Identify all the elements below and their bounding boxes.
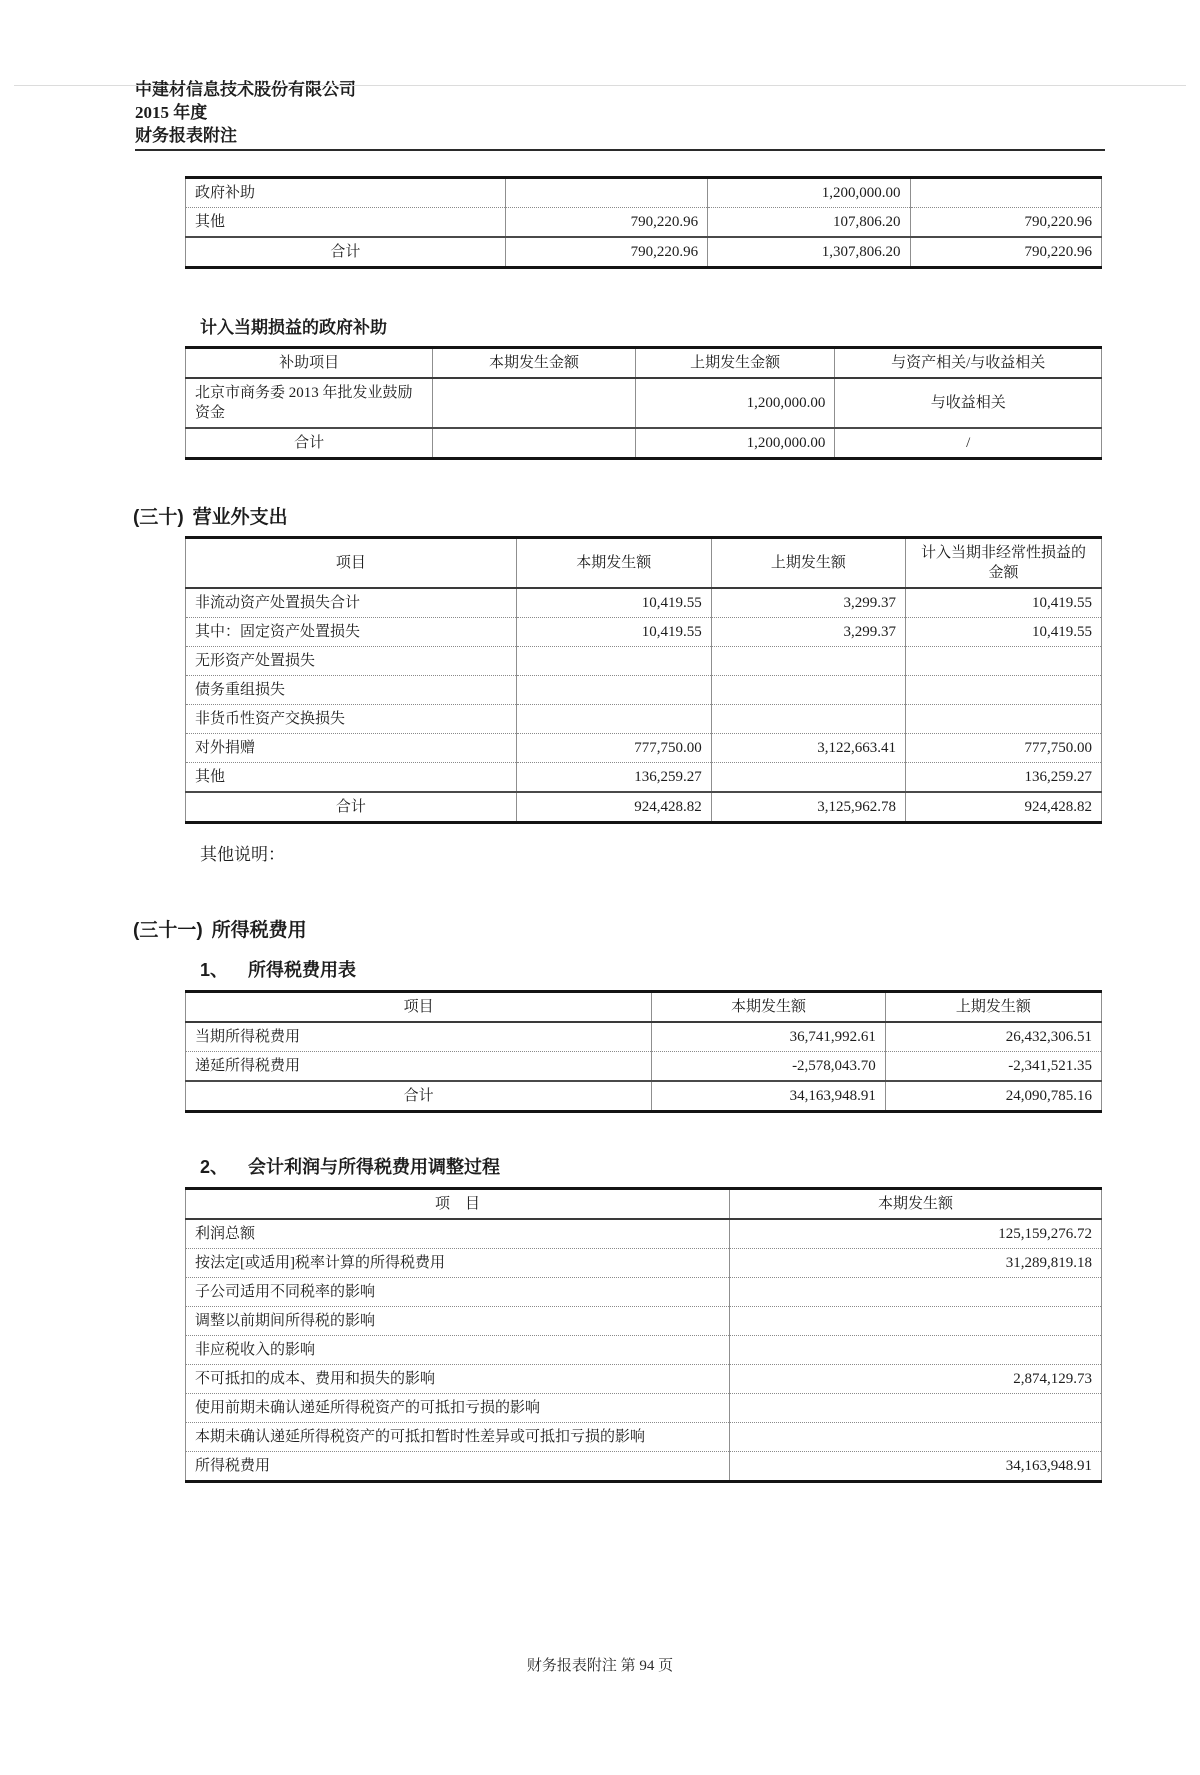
table-cell: 3,299.37 (711, 618, 905, 647)
government-subsidy-summary-table (185, 176, 1102, 269)
table-cell: 1,200,000.00 (635, 428, 835, 459)
table-row (186, 792, 1102, 823)
column-header: 本期发生额 (516, 538, 711, 589)
table-cell (905, 676, 1101, 705)
table-cell: 对外捐赠 (186, 734, 517, 763)
table-cell (910, 178, 1101, 208)
section-31-number: (三十一) (133, 920, 203, 941)
table-cell: -2,578,043.70 (652, 1052, 886, 1082)
table-row (186, 428, 1102, 459)
column-header: 本期发生金额 (433, 348, 635, 379)
table-row (186, 237, 1102, 268)
table-cell: 合计 (186, 1081, 652, 1112)
table-header-row (186, 992, 1102, 1023)
table-row (186, 1336, 1102, 1365)
table-row (186, 1081, 1102, 1112)
table-cell (730, 1394, 1102, 1423)
table-cell: 107,806.20 (708, 208, 910, 238)
table-header-row (186, 348, 1102, 379)
table-cell: 777,750.00 (905, 734, 1101, 763)
table-cell: 政府补助 (186, 178, 506, 208)
table-cell: 合计 (186, 428, 433, 459)
table-cell: 无形资产处置损失 (186, 647, 517, 676)
table-cell (516, 647, 711, 676)
table-cell: 按法定[或适用]税率计算的所得税费用 (186, 1249, 730, 1278)
table-row (186, 1022, 1102, 1052)
table-cell: 本期未确认递延所得税资产的可抵扣暂时性差异或可抵扣亏损的影响 (186, 1423, 730, 1452)
column-header: 计入当期非经常性损益的金额 (905, 538, 1101, 589)
table-row (186, 178, 1102, 208)
section-30-number: (三十) (133, 507, 184, 528)
table-header-row (186, 538, 1102, 589)
column-header: 项目 (186, 538, 517, 589)
table-row (186, 1219, 1102, 1249)
table-row (186, 1307, 1102, 1336)
column-header: 项 目 (186, 1189, 730, 1220)
table-row (186, 208, 1102, 238)
table-cell: 子公司适用不同税率的影响 (186, 1278, 730, 1307)
column-header: 与资产相关/与收益相关 (835, 348, 1102, 379)
table-cell: 2,874,129.73 (730, 1365, 1102, 1394)
table-cell (730, 1307, 1102, 1336)
table-cell: 26,432,306.51 (885, 1022, 1101, 1052)
subsection-2-number: 2、 (200, 1157, 229, 1177)
table-cell: 10,419.55 (905, 588, 1101, 618)
table-cell: 北京市商务委 2013 年批发业鼓励资金 (186, 378, 433, 428)
table-row (186, 1423, 1102, 1452)
table-cell: 非应税收入的影响 (186, 1336, 730, 1365)
table-cell: 31,289,819.18 (730, 1249, 1102, 1278)
table-cell: 递延所得税费用 (186, 1052, 652, 1082)
table-cell: 34,163,948.91 (730, 1452, 1102, 1482)
table-cell: 777,750.00 (516, 734, 711, 763)
table-cell: 1,200,000.00 (635, 378, 835, 428)
table-cell: 其他 (186, 208, 506, 238)
table-row (186, 1052, 1102, 1082)
table-cell: 36,741,992.61 (652, 1022, 886, 1052)
table-cell: -2,341,521.35 (885, 1052, 1101, 1082)
table-cell: 调整以前期间所得税的影响 (186, 1307, 730, 1336)
table-row (186, 1278, 1102, 1307)
table-cell (505, 178, 707, 208)
table-cell (516, 705, 711, 734)
table-cell: 10,419.55 (516, 588, 711, 618)
table-cell: 非货币性资产交换损失 (186, 705, 517, 734)
table-cell: 1,307,806.20 (708, 237, 910, 268)
tax-reconciliation-table (185, 1187, 1102, 1483)
table-cell: 24,090,785.16 (885, 1081, 1101, 1112)
table-row (186, 1452, 1102, 1482)
table-row (186, 588, 1102, 618)
table-cell: 债务重组损失 (186, 676, 517, 705)
table-cell (730, 1423, 1102, 1452)
subsection-1-heading (200, 956, 1200, 982)
column-header: 项目 (186, 992, 652, 1023)
table-cell: 使用前期未确认递延所得税资产的可抵扣亏损的影响 (186, 1394, 730, 1423)
table-cell: 790,220.96 (910, 237, 1101, 268)
table-row (186, 1394, 1102, 1423)
table-cell: 合计 (186, 792, 517, 823)
table-row (186, 734, 1102, 763)
gov-subsidy-detail-table (185, 346, 1102, 460)
section-31-title: 所得税费用 (211, 920, 307, 941)
section-31-heading (133, 915, 1200, 942)
income-tax-expense-table (185, 990, 1102, 1113)
scan-artifact-line (14, 85, 1186, 86)
table-cell (711, 676, 905, 705)
company-name: 中建材信息技术股份有限公司 (135, 80, 356, 99)
table-cell: 1,200,000.00 (708, 178, 910, 208)
table-cell: 136,259.27 (516, 763, 711, 793)
subsection-2-heading (200, 1153, 1200, 1179)
gov-subsidy-detail-title: 计入当期损益的政府补助 (200, 318, 387, 337)
table-cell (711, 647, 905, 676)
table-row (186, 676, 1102, 705)
table-row (186, 1365, 1102, 1394)
table-cell: 790,220.96 (910, 208, 1101, 238)
table-cell: 合计 (186, 237, 506, 268)
section-30-title: 营业外支出 (192, 507, 288, 528)
table-cell: 其中：固定资产处置损失 (186, 618, 517, 647)
table-row (186, 378, 1102, 428)
table-cell: 34,163,948.91 (652, 1081, 886, 1112)
section-30-heading (133, 502, 1200, 529)
header-divider (135, 149, 1105, 151)
report-period: 2015 年度 (135, 103, 208, 122)
table-row (186, 647, 1102, 676)
document-header (135, 78, 1200, 147)
table-cell: 924,428.82 (516, 792, 711, 823)
table-cell: 790,220.96 (505, 208, 707, 238)
table-cell: 与收益相关 (835, 378, 1102, 428)
table-cell (516, 676, 711, 705)
table-cell (711, 705, 905, 734)
non-operating-expenses-table (185, 536, 1102, 824)
table-row (186, 705, 1102, 734)
table-cell (730, 1278, 1102, 1307)
table-cell: 当期所得税费用 (186, 1022, 652, 1052)
table-row (186, 618, 1102, 647)
table-cell: 其他 (186, 763, 517, 793)
column-header: 补助项目 (186, 348, 433, 379)
table-cell: 790,220.96 (505, 237, 707, 268)
column-header: 上期发生金额 (635, 348, 835, 379)
table-cell: 10,419.55 (516, 618, 711, 647)
table-cell: 所得税费用 (186, 1452, 730, 1482)
other-notes-label: 其他说明： (200, 845, 285, 864)
table-cell: 924,428.82 (905, 792, 1101, 823)
table-cell (433, 378, 635, 428)
table-cell: 利润总额 (186, 1219, 730, 1249)
table-cell: 3,125,962.78 (711, 792, 905, 823)
page-footer: 财务报表附注 第 94 页 (526, 1658, 674, 1674)
table-cell (711, 763, 905, 793)
table-cell (730, 1336, 1102, 1365)
table-row (186, 1249, 1102, 1278)
table-cell: 不可抵扣的成本、费用和损失的影响 (186, 1365, 730, 1394)
table-cell: 10,419.55 (905, 618, 1101, 647)
document-title: 财务报表附注 (135, 126, 237, 145)
column-header: 本期发生额 (730, 1189, 1102, 1220)
column-header: 本期发生额 (652, 992, 886, 1023)
table-cell: / (835, 428, 1102, 459)
table-cell (905, 705, 1101, 734)
table-cell: 136,259.27 (905, 763, 1101, 793)
table-row (186, 763, 1102, 793)
table-cell (433, 428, 635, 459)
column-header: 上期发生额 (711, 538, 905, 589)
subsection-1-number: 1、 (200, 960, 229, 980)
table-header-row (186, 1189, 1102, 1220)
table-cell (905, 647, 1101, 676)
table-cell: 非流动资产处置损失合计 (186, 588, 517, 618)
table-cell: 3,299.37 (711, 588, 905, 618)
table-cell: 3,122,663.41 (711, 734, 905, 763)
subsection-1-title: 所得税费用表 (248, 960, 356, 980)
table-cell: 125,159,276.72 (730, 1219, 1102, 1249)
column-header: 上期发生额 (885, 992, 1101, 1023)
subsection-2-title: 会计利润与所得税费用调整过程 (248, 1157, 500, 1177)
